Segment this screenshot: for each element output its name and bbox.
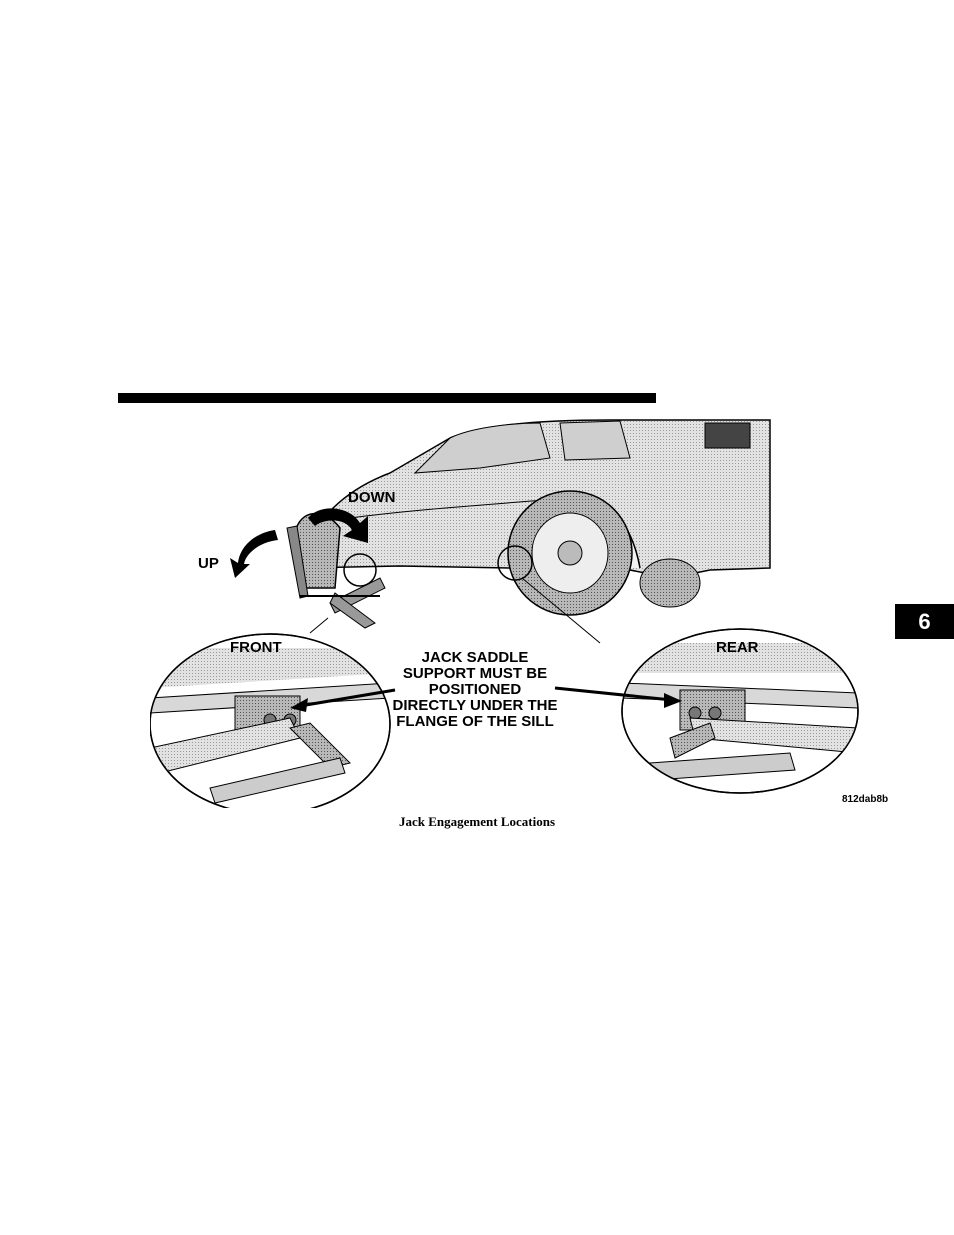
figure-id: 812dab8b xyxy=(842,794,889,805)
jack-engagement-illustration xyxy=(150,418,890,808)
front-detail-view xyxy=(150,634,390,808)
jack-engagement-figure xyxy=(150,418,890,808)
jack-saddle-callout: JACK SADDLE SUPPORT MUST BE POSITIONED DIRECTLY UNDER THE FLANGE OF THE SILL xyxy=(392,649,558,730)
front-label: FRONT xyxy=(230,639,282,656)
figure-caption: Jack Engagement Locations xyxy=(399,814,555,829)
section-tab: 6 xyxy=(895,604,954,639)
car-illustration xyxy=(230,420,770,643)
section-divider-bar xyxy=(118,393,656,403)
rear-label: REAR xyxy=(716,639,759,656)
up-label: UP xyxy=(198,555,219,572)
down-label: DOWN xyxy=(348,489,396,506)
